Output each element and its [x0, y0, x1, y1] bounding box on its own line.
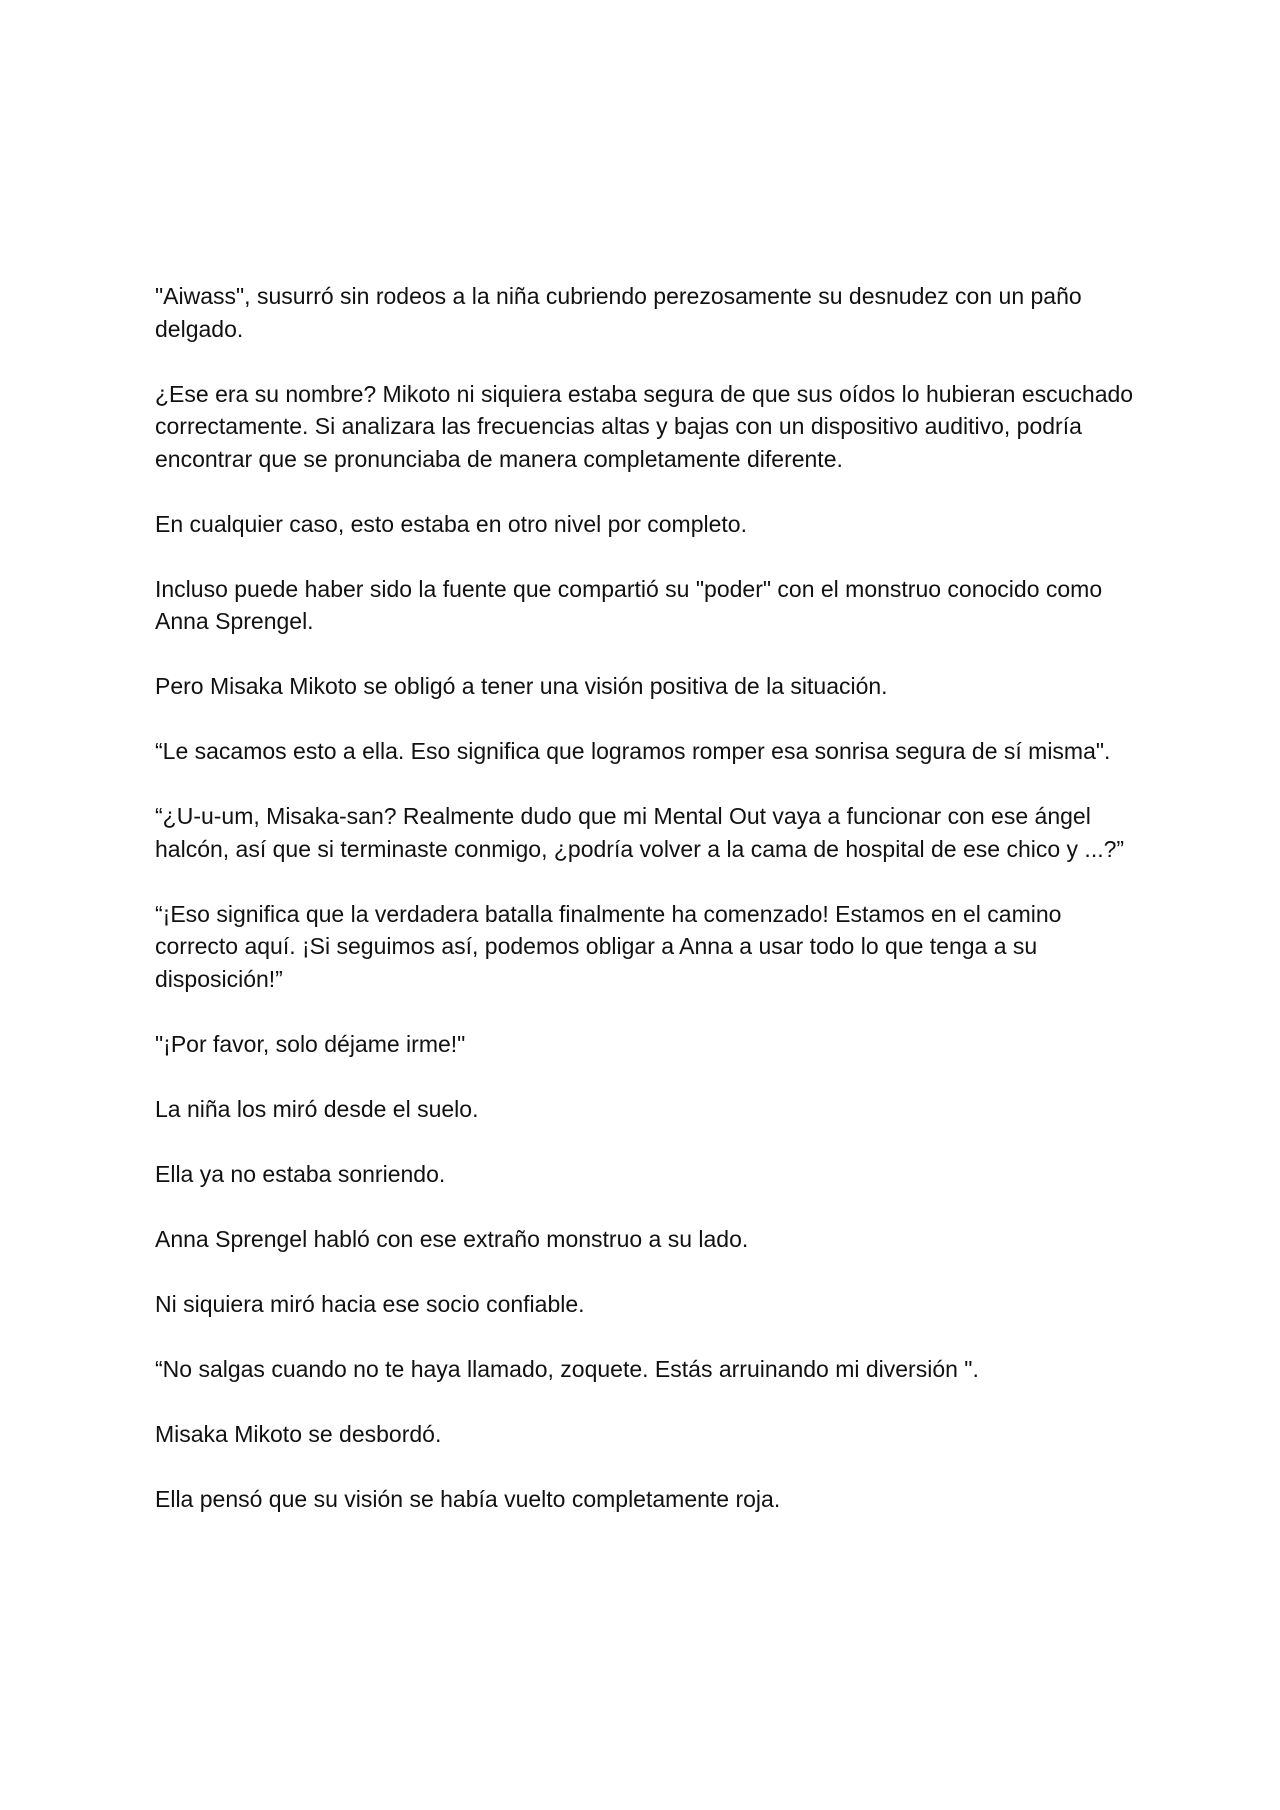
paragraph-2: ¿Ese era su nombre? Mikoto ni siquiera estaba segura de que sus oídos lo hubieran escuchado correctamente. Si analizara las frecuencias altas y bajas con un dispositivo auditivo, podría encontrar que se pronunciaba de manera completamente diferente. — [155, 380, 1134, 472]
paragraph-15: Misaka Mikoto se desbordó. — [155, 1420, 442, 1447]
paragraph-11: Ella ya no estaba sonriendo. — [155, 1160, 446, 1187]
paragraph-7: “¿U-u-um, Misaka-san? Realmente dudo que mi Mental Out vaya a funcionar con ese ángel halcón, así que si terminaste conmigo, ¿podría volver a la cama de hospital de ese chico y ...?” — [155, 803, 1125, 862]
paragraph-16: Ella pensó que su visión se había vuelto completamente roja. — [155, 1485, 781, 1512]
paragraph-12: Anna Sprengel habló con ese extraño monstruo a su lado. — [155, 1225, 749, 1252]
paragraph-3: En cualquier caso, esto estaba en otro nivel por completo. — [155, 510, 747, 537]
paragraph-13: Ni siquiera miró hacia ese socio confiable. — [155, 1290, 585, 1317]
paragraph-14: “No salgas cuando no te haya llamado, zoquete. Estás arruinando mi diversión ". — [155, 1355, 979, 1382]
paragraph-9: "¡Por favor, solo déjame irme!" — [155, 1030, 466, 1057]
paragraph-5: Pero Misaka Mikoto se obligó a tener una visión positiva de la situación. — [155, 673, 888, 699]
paragraph-4: Incluso puede haber sido la fuente que compartió su "poder" con el monstruo conocido como Anna Sprengel. — [155, 575, 1103, 634]
paragraph-6: “Le sacamos esto a ella. Eso significa que logramos romper esa sonrisa segura de sí misma". — [155, 738, 1111, 764]
paragraph-10: La niña los miró desde el suelo. — [155, 1095, 479, 1122]
paragraph-8: “¡Eso significa que la verdadera batalla finalmente ha comenzado! Estamos en el camino correcto aquí. ¡Si seguimos así, podemos obligar a Anna a usar todo lo que tenga a su disposición!” — [155, 900, 1062, 992]
paragraph-1: "Aiwass", susurró sin rodeos a la niña cubriendo perezosamente su desnudez con un paño delgado. — [155, 283, 1082, 342]
document-body — [155, 280, 1135, 1548]
